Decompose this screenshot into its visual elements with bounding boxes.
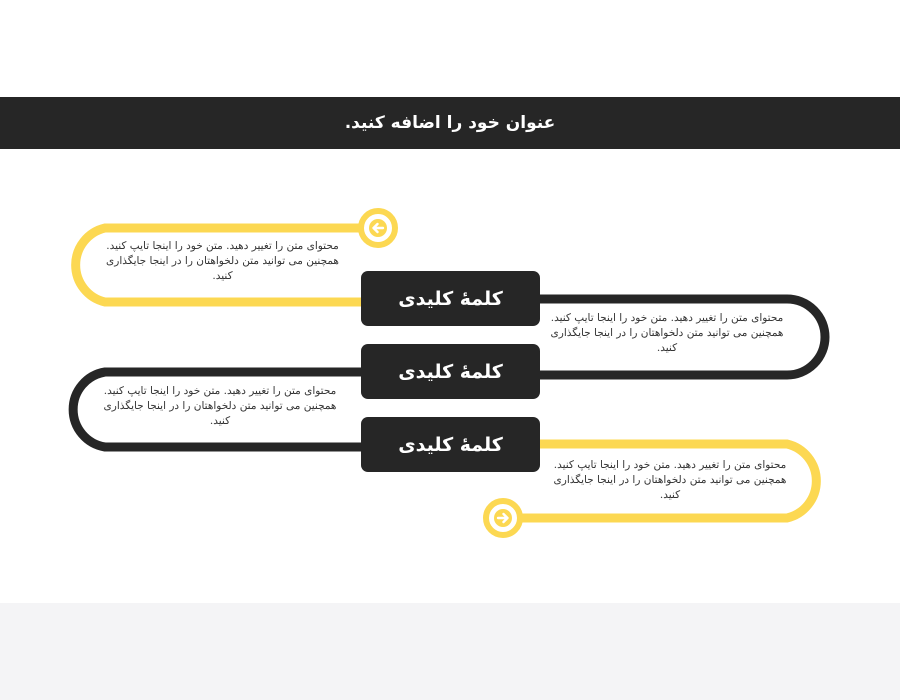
arrow-left-icon	[368, 218, 388, 238]
step-3-description: محتوای متن را تغییر دهید. متن خود را اینجا تایپ کنید. همچنین می توانید متن دلخواهتان را در اینجا جایگذاری کنید.	[553, 459, 787, 501]
arrow-right-icon	[493, 508, 513, 528]
slide-title: عنوان خود را اضافه کنید.	[344, 113, 556, 133]
top-description: محتوای متن را تغییر دهید. متن خود را اینجا تایپ کنید. همچنین می توانید متن دلخواهتان را در اینجا جایگذاری کنید.	[106, 240, 339, 282]
title-bar	[0, 97, 900, 149]
step-2-description: محتوای متن را تغییر دهید. متن خود را اینجا تایپ کنید. همچنین می توانید متن دلخواهتان را در اینجا جایگذاری کنید.	[103, 385, 337, 427]
end-marker	[483, 498, 523, 538]
step-1-description: محتوای متن را تغییر دهید. متن خود را اینجا تایپ کنید. همچنین می توانید متن دلخواهتان را در اینجا جایگذاری کنید.	[550, 312, 784, 354]
start-marker	[358, 208, 398, 248]
keyword-box-1: کلمهٔ کلیدی	[361, 271, 540, 326]
keyword-box-3: کلمهٔ کلیدی	[361, 417, 540, 472]
keyword-box-2: کلمهٔ کلیدی	[361, 344, 540, 399]
